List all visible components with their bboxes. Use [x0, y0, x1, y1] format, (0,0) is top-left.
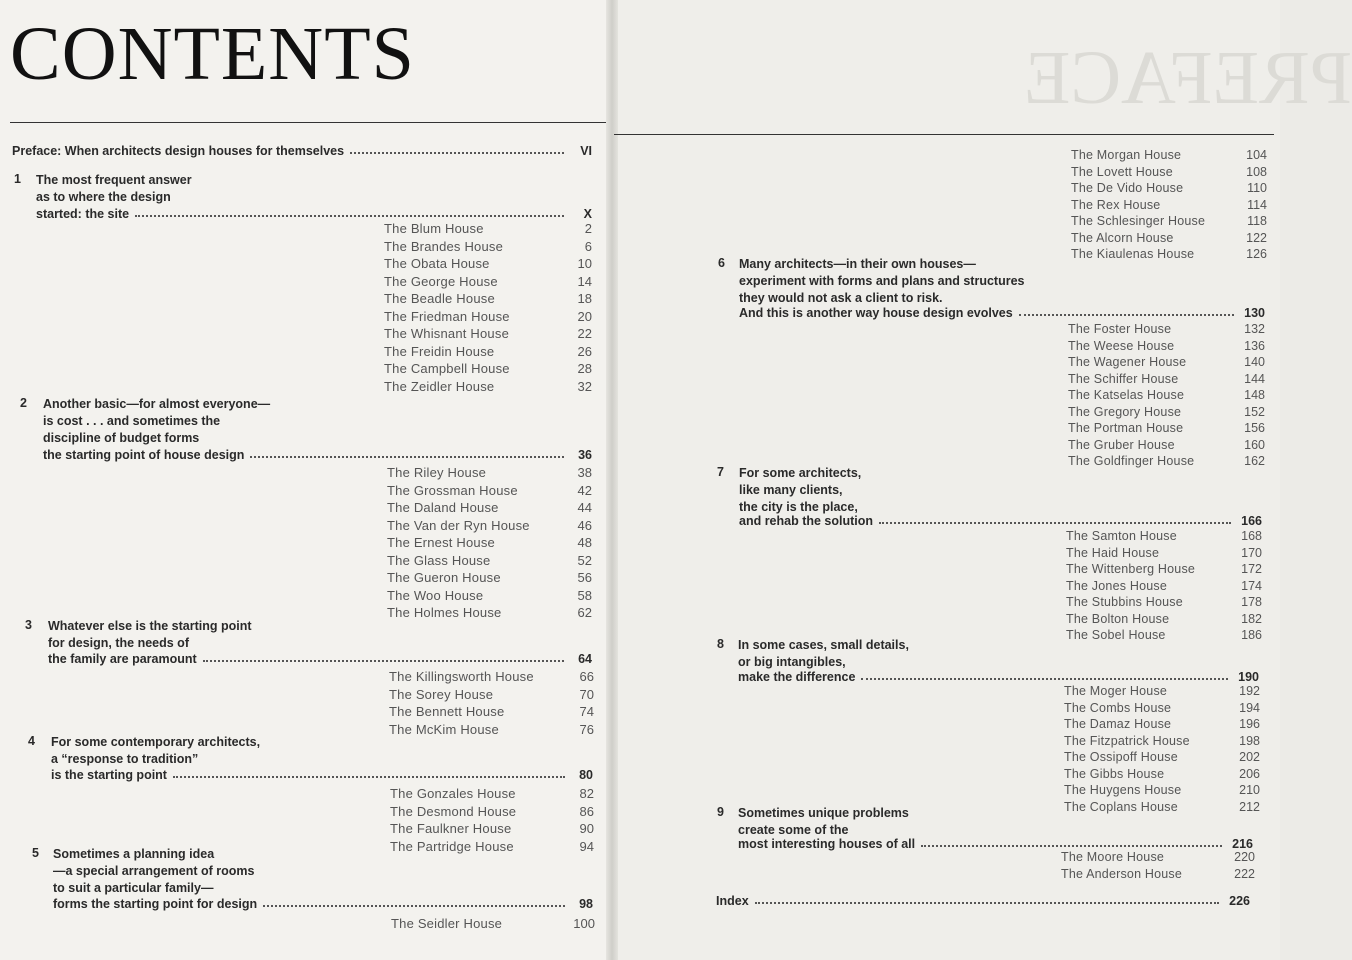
house-page: 70 [579, 686, 594, 702]
chapter-entry [48, 652, 592, 666]
house-name: The Ernest House [387, 535, 495, 550]
book-gutter [606, 0, 618, 960]
house-name: The Bennett House [389, 704, 505, 719]
house-page: 168 [1241, 529, 1262, 543]
preface-entry-text: Preface: When architects design houses for themselves [12, 144, 345, 158]
right-divider [614, 134, 1274, 135]
chapter-entry-page-number: 80 [579, 768, 593, 782]
house-name: The Desmond House [390, 803, 517, 819]
house-entry [1071, 181, 1267, 198]
preface-entry-page-number: VI [580, 144, 592, 158]
chapter-number: 5 [32, 846, 39, 860]
chapter-entry-page-number: 216 [1232, 837, 1253, 851]
house-page: 136 [1244, 338, 1265, 353]
house-name: The Campbell House [384, 361, 510, 376]
house-entry [390, 839, 594, 857]
house-list [389, 669, 594, 739]
house-page: 114 [1247, 197, 1267, 212]
house-entry [389, 722, 594, 740]
house-entry [1071, 198, 1267, 215]
house-name: The Seidler House [391, 916, 503, 931]
house-entry [1071, 231, 1267, 248]
house-name: The Wittenberg House [1066, 562, 1196, 576]
house-name: The De Vido House [1071, 181, 1184, 195]
house-page: 62 [577, 605, 592, 620]
chapter-entry-text: the starting point of house design [43, 448, 245, 462]
house-entry [1071, 214, 1267, 231]
chapter-entry-page-number: 166 [1241, 514, 1262, 528]
house-entry [1064, 750, 1260, 767]
house-page: 172 [1241, 562, 1262, 576]
house-name: The Glass House [387, 552, 491, 568]
house-name: The Gibbs House [1064, 766, 1165, 781]
chapter-entry-text: most interesting houses of all [738, 837, 916, 851]
house-name: The Stubbins House [1066, 595, 1183, 609]
chapter-title: Sometimes a planning idea —a special arrangement of rooms to suit a particular family— [53, 847, 255, 895]
house-entry [1061, 850, 1255, 867]
house-page: 198 [1239, 733, 1260, 748]
house-list [1068, 322, 1265, 471]
house-list [1066, 529, 1262, 645]
chapter-title: In some cases, small details, or big intangibles, [738, 638, 909, 669]
house-name: The Lovett House [1071, 164, 1173, 179]
house-entry [387, 605, 592, 623]
house-entry [384, 326, 592, 344]
chapter-entry [36, 207, 592, 221]
house-entry [1064, 734, 1260, 751]
house-name: The Anderson House [1061, 866, 1183, 881]
house-name: The Rex House [1071, 197, 1161, 212]
house-list [1061, 850, 1255, 883]
chapter-entry-text: is the starting point [51, 768, 167, 782]
house-name: The Faulkner House [390, 821, 512, 836]
chapter-entry-page-number: X [583, 207, 592, 221]
chapter-number: 9 [717, 805, 724, 819]
house-entry [384, 344, 592, 362]
house-list [390, 786, 594, 856]
house-entry [384, 291, 592, 309]
house-name: The Gruber House [1068, 437, 1175, 452]
house-page: 100 [573, 916, 595, 931]
house-name: The Moger House [1064, 684, 1168, 698]
house-entry [1066, 595, 1262, 612]
house-entry [1064, 783, 1260, 800]
chapter-entry [738, 837, 1253, 851]
chapter-entry-text: make the difference [738, 670, 856, 684]
house-name: The Whisnant House [384, 326, 509, 341]
house-page: 148 [1244, 388, 1265, 402]
house-name: The Jones House [1066, 578, 1167, 593]
house-entry [1071, 148, 1267, 165]
house-page: 18 [577, 291, 592, 306]
house-page: 66 [579, 669, 594, 684]
chapter-number: 8 [717, 637, 724, 651]
chapter-number: 4 [28, 734, 35, 748]
preface-entry [12, 144, 592, 158]
chapter-entry-leader-dots [203, 660, 564, 662]
house-entry [1068, 421, 1265, 438]
index-entry-text: Index [716, 894, 749, 908]
house-entry [1066, 546, 1262, 563]
house-entry [384, 309, 592, 327]
chapter-entry [739, 306, 1265, 320]
left-divider [10, 122, 606, 123]
house-list [1064, 684, 1260, 816]
house-name: The Woo House [387, 587, 484, 603]
chapter-entry [739, 514, 1262, 528]
house-page: 22 [577, 326, 592, 341]
house-entry [384, 274, 592, 292]
house-page: 220 [1234, 850, 1255, 864]
house-name: The Gregory House [1068, 404, 1182, 419]
house-entry [1064, 701, 1260, 718]
house-entry [387, 483, 592, 501]
house-page: 86 [579, 803, 594, 819]
house-page: 162 [1244, 454, 1265, 468]
house-page: 156 [1244, 421, 1265, 435]
house-entry [1068, 322, 1265, 339]
house-name: The Schlesinger House [1071, 214, 1206, 228]
house-page: 182 [1241, 611, 1262, 626]
chapter-title: For some contemporary architects, a “response to tradition” [51, 735, 261, 766]
house-page: 32 [577, 378, 592, 394]
house-entry [1068, 355, 1265, 372]
chapter-entry-text: And this is another way house design evolves [739, 306, 1013, 320]
chapter-title: Another basic—for almost everyone— is cost . . . and sometimes the discipline of budget forms [43, 397, 271, 445]
house-page: 2 [584, 221, 592, 236]
chapter-entry [738, 670, 1259, 684]
house-name: The Partridge House [390, 838, 514, 854]
index-entry [716, 894, 1250, 908]
house-name: The George House [384, 273, 498, 289]
house-page: 76 [579, 721, 594, 737]
house-name: The Alcorn House [1071, 230, 1174, 245]
chapter-number: 7 [717, 465, 724, 479]
house-page: 202 [1239, 750, 1260, 764]
house-entry [384, 379, 592, 397]
index-entry-page-number: 226 [1229, 894, 1250, 908]
house-entry [387, 465, 592, 483]
house-entry [387, 570, 592, 588]
house-page: 46 [577, 517, 592, 533]
chapter-entry-page-number: 190 [1238, 670, 1259, 684]
house-page: 20 [577, 308, 592, 324]
house-page: 178 [1241, 595, 1262, 609]
chapter-entry-leader-dots [250, 456, 564, 458]
house-entry [1066, 612, 1262, 629]
house-page: 28 [577, 361, 592, 376]
house-page: 14 [577, 273, 592, 289]
house-list [391, 916, 595, 934]
house-name: The McKim House [389, 721, 499, 737]
house-name: The Daland House [387, 500, 499, 515]
house-page: 56 [577, 570, 592, 585]
house-entry [384, 256, 592, 274]
chapter-entry-text: and rehab the solution [739, 514, 874, 528]
chapter-title: Whatever else is the starting point for design, the needs of [48, 619, 252, 650]
house-name: The Friedman House [384, 308, 510, 324]
house-name: The Wagener House [1068, 355, 1187, 369]
chapter-number: 2 [20, 396, 27, 410]
house-entry [1068, 372, 1265, 389]
house-page: 126 [1246, 247, 1267, 261]
house-entry [387, 500, 592, 518]
house-name: The Moore House [1061, 850, 1165, 864]
chapter-number: 1 [14, 172, 21, 186]
house-name: The Holmes House [387, 605, 502, 620]
house-name: The Coplans House [1064, 799, 1178, 814]
chapter-entry-page-number: 130 [1244, 306, 1265, 320]
house-name: The Gueron House [387, 570, 501, 585]
house-entry [389, 687, 594, 705]
house-entry [390, 804, 594, 822]
house-name: The Haid House [1066, 545, 1160, 560]
index-entry-leader-dots [755, 902, 1219, 904]
chapter-title: For some architects, like many clients, the city is the place, [739, 466, 862, 514]
house-entry [1066, 529, 1262, 546]
house-page: 192 [1239, 684, 1260, 698]
house-list [384, 221, 592, 396]
house-name: The Killingsworth House [389, 669, 534, 684]
chapter-title: Many architects—in their own houses— experiment with forms and plans and structures they would not ask a client to risk. [739, 257, 1025, 305]
house-page: 144 [1244, 371, 1265, 386]
chapter-entry-leader-dots [263, 905, 565, 907]
chapter-entry [53, 897, 593, 911]
house-name: The Obata House [384, 256, 490, 271]
house-entry [1061, 867, 1255, 884]
house-entry [1064, 717, 1260, 734]
house-page: 52 [577, 552, 592, 568]
chapter-entry-text: the family are paramount [48, 652, 197, 666]
house-page: 212 [1239, 799, 1260, 814]
house-name: The Blum House [384, 221, 484, 236]
house-entry [1068, 438, 1265, 455]
house-page: 44 [577, 500, 592, 515]
chapter-entry-leader-dots [879, 522, 1231, 524]
house-name: The Riley House [387, 465, 487, 480]
house-page: 196 [1239, 717, 1260, 731]
house-entry [1064, 767, 1260, 784]
house-page: 206 [1239, 766, 1260, 781]
house-page: 74 [579, 704, 594, 719]
house-page: 58 [577, 587, 592, 603]
house-entry [384, 239, 592, 257]
chapter-number: 6 [718, 256, 725, 270]
house-page: 222 [1234, 866, 1255, 881]
house-name: The Sorey House [389, 686, 494, 702]
house-page: 10 [577, 256, 592, 271]
chapter-entry-leader-dots [861, 678, 1228, 680]
chapter-entry-page-number: 64 [578, 652, 592, 666]
house-entry [389, 669, 594, 687]
house-name: The Katselas House [1068, 388, 1185, 402]
chapter-entry-text: started: the site [36, 207, 130, 221]
house-entry [1068, 388, 1265, 405]
house-name: The Goldfinger House [1068, 454, 1195, 468]
house-name: The Foster House [1068, 322, 1172, 336]
house-name: The Kiaulenas House [1071, 247, 1195, 261]
house-page: 174 [1241, 578, 1262, 593]
house-name: The Damaz House [1064, 717, 1172, 731]
chapter-entry-page-number: 98 [579, 897, 593, 911]
house-page: 160 [1244, 437, 1265, 452]
house-page: 108 [1246, 164, 1267, 179]
house-entry [1066, 562, 1262, 579]
house-name: The Schiffer House [1068, 371, 1179, 386]
house-list [1071, 148, 1267, 264]
house-entry [387, 588, 592, 606]
page-title: CONTENTS [10, 12, 415, 96]
chapter-entry [43, 448, 592, 462]
house-name: The Weese House [1068, 338, 1175, 353]
house-entry [1064, 684, 1260, 701]
chapter-number: 3 [25, 618, 32, 632]
house-page: 110 [1247, 181, 1267, 195]
chapter-entry-leader-dots [173, 776, 565, 778]
house-entry [387, 518, 592, 536]
house-entry [1066, 579, 1262, 596]
house-name: The Beadle House [384, 291, 495, 306]
house-page: 26 [577, 343, 592, 359]
house-name: The Gonzales House [390, 786, 516, 801]
house-page: 152 [1244, 404, 1265, 419]
house-entry [1068, 339, 1265, 356]
house-entry [387, 535, 592, 553]
house-entry [1068, 405, 1265, 422]
house-page: 122 [1246, 230, 1267, 245]
house-name: The Brandes House [384, 238, 504, 254]
house-name: The Morgan House [1071, 148, 1182, 162]
chapter-entry-text: forms the starting point for design [53, 897, 258, 911]
chapter-title: The most frequent answer as to where the design [36, 173, 192, 204]
house-entry [390, 786, 594, 804]
house-page: 210 [1239, 783, 1260, 797]
house-name: The Fitzpatrick House [1064, 733, 1190, 748]
chapter-title: Sometimes unique problems create some of the [738, 806, 909, 837]
house-entry [384, 361, 592, 379]
house-page: 132 [1244, 322, 1265, 336]
house-page: 118 [1247, 214, 1267, 228]
house-list [387, 465, 592, 623]
house-page: 170 [1241, 545, 1262, 560]
ghost-show-through-text: PREFACE [1024, 36, 1352, 120]
house-name: The Van der Ryn House [387, 517, 530, 533]
house-page: 48 [577, 535, 592, 550]
house-name: The Ossipoff House [1064, 750, 1178, 764]
house-name: The Samton House [1066, 529, 1177, 543]
house-page: 42 [577, 482, 592, 498]
house-page: 140 [1244, 355, 1265, 369]
chapter-entry-leader-dots [1019, 314, 1234, 316]
house-page: 194 [1239, 700, 1260, 715]
chapter-entry-leader-dots [135, 215, 564, 217]
house-entry [1071, 165, 1267, 182]
house-name: The Bolton House [1066, 611, 1170, 626]
house-page: 186 [1241, 628, 1262, 642]
house-page: 6 [584, 238, 592, 254]
house-page: 90 [579, 821, 594, 836]
house-entry [387, 553, 592, 571]
chapter-entry-leader-dots [921, 845, 1222, 847]
house-name: The Portman House [1068, 421, 1184, 435]
house-name: The Huygens House [1064, 783, 1182, 797]
house-name: The Freidin House [384, 343, 495, 359]
preface-entry-leader-dots [350, 152, 564, 154]
chapter-entry [51, 768, 593, 782]
chapter-entry-page-number: 36 [578, 448, 592, 462]
house-name: The Grossman House [387, 482, 518, 498]
house-name: The Sobel House [1066, 628, 1166, 642]
house-page: 82 [579, 786, 594, 801]
house-entry [390, 821, 594, 839]
house-page: 38 [577, 465, 592, 480]
house-page: 94 [579, 838, 594, 854]
house-entry [389, 704, 594, 722]
house-entry [391, 916, 595, 934]
house-name: The Combs House [1064, 700, 1172, 715]
house-name: The Zeidler House [384, 378, 495, 394]
house-page: 104 [1246, 148, 1267, 162]
house-entry [384, 221, 592, 239]
